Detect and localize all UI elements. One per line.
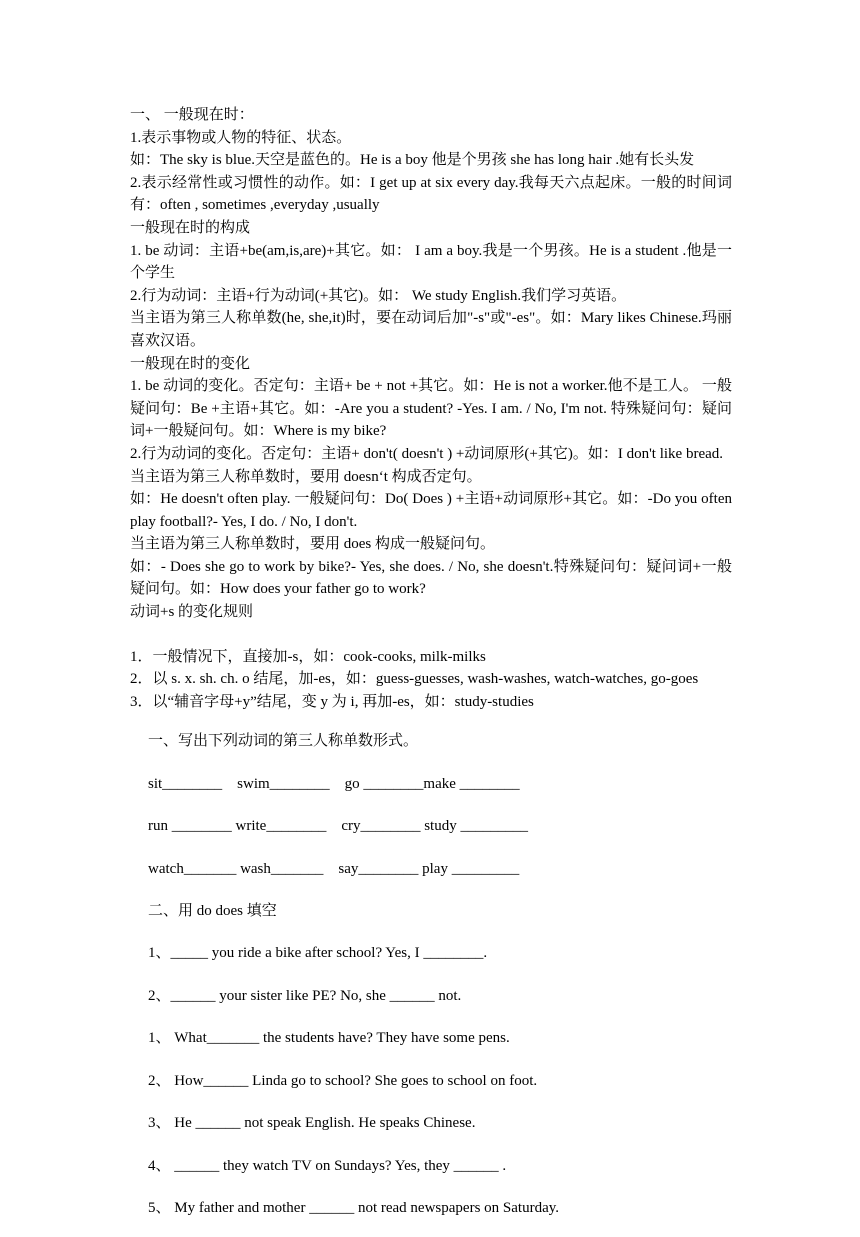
rule-2: 2.表示经常性或习惯性的动作。如：I get up at six every day.我每天六点起床。一般的时间词有：often , sometimes ,everyday ,usually <box>130 174 732 214</box>
section-heading: 一、 一般现在时： <box>130 107 254 123</box>
exercise-1-title: 一、写出下列动词的第三人称单数形式。 <box>148 733 419 750</box>
rule-1-example: 如：The sky is blue.天空是蓝色的。He is a boy 他是个男孩 she has long hair .她有长头发 <box>130 152 695 169</box>
exercise-2-item: 2、______ your sister like PE? No, she ______ not. <box>148 987 462 1004</box>
exercise-2-item: 3、 He ______ not speak English. He speaks Chinese. <box>148 1115 476 1132</box>
exercise-2-item: 2、 How______ Linda go to school? She goes to school on foot. <box>148 1072 538 1089</box>
structure-be: 1. be 动词：主语+be(am,is,are)+其它。如： I am a boy.我是一个男孩。He is a student .他是一个学生 <box>130 242 732 282</box>
note-does: 当主语为第三人称单数时，要用 does 构成一般疑问句。 <box>130 536 495 553</box>
rule-1: 1.表示事物或人物的特征、状态。 <box>130 129 352 146</box>
subheading-s-rules: 动词+s 的变化规则 <box>130 604 254 621</box>
s-rule-3: 3．以“辅音字母+y”结尾，变 y 为 i, 再加-es，如：study-studies <box>130 693 534 710</box>
document-body <box>130 104 732 1237</box>
s-rule-2: 2．以 s. x. sh. ch. o 结尾，加-es，如：guess-guesses, wash-washes, watch-watches, go-goes <box>130 671 699 688</box>
note-doesnt: 当主语为第三人称单数时，要用 doesn‘t 构成否定句。 <box>130 468 482 485</box>
exercise-2-title: 二、用 do does 填空 <box>148 903 277 920</box>
subheading-structure: 一般现在时的构成 <box>130 219 251 236</box>
exercise-2-item: 4、 ______ they watch TV on Sundays? Yes, they ______ . <box>148 1157 507 1174</box>
changes-be: 1. be 动词的变化。否定句：主语+ be + not +其它。如：He is not a worker.他不是工人。 一般疑问句：Be +主语+其它。如：-Are you a student? -Yes. I am. / No, I'm not. 特殊疑问句：疑问词+一般疑问句。如：Where is my bike? <box>130 378 732 440</box>
exercise-1-row: run ________ write________ cry________ study _________ <box>148 818 528 835</box>
example-does: 如：- Does she go to work by bike?- Yes, she does. / No, she doesn't.特殊疑问句：疑问词+一般疑问句。如：How does your father go to work? <box>130 558 732 598</box>
changes-verb: 2.行为动词的变化。否定句：主语+ don't( doesn't ) +动词原形(+其它)。如：I don't like bread. <box>130 445 724 462</box>
exercise-2-item: 1、 What_______ the students have? They have some pens. <box>148 1030 510 1047</box>
exercise-2-item: 5、 My father and mother ______ not read newspapers on Saturday. <box>148 1199 560 1216</box>
structure-verb: 2.行为动词：主语+行为动词(+其它)。如： We study English.我们学习英语。 <box>130 287 627 304</box>
s-rule-1: 1．一般情况下，直接加-s，如：cook-cooks, milk-milks <box>130 648 486 665</box>
exercise-1-row: sit________ swim________ go ________make ________ <box>148 775 520 792</box>
exercise-2-item: 1、_____ you ride a bike after school? Yes, I ________. <box>148 945 488 962</box>
structure-third-person: 当主语为第三人称单数(he, she,it)时，要在动词后加"-s"或"-es"。如：Mary likes Chinese.玛丽喜欢汉语。 <box>130 310 732 349</box>
subheading-changes: 一般现在时的变化 <box>130 355 251 372</box>
example-question: 如：He doesn't often play. 一般疑问句：Do( Does ) +主语+动词原形+其它。如：-Do you often play football?- Yes, I do. / No, I don't. <box>130 491 732 530</box>
exercise-1-row: watch_______ wash_______ say________ play _________ <box>148 860 520 877</box>
blank-line <box>130 624 732 646</box>
